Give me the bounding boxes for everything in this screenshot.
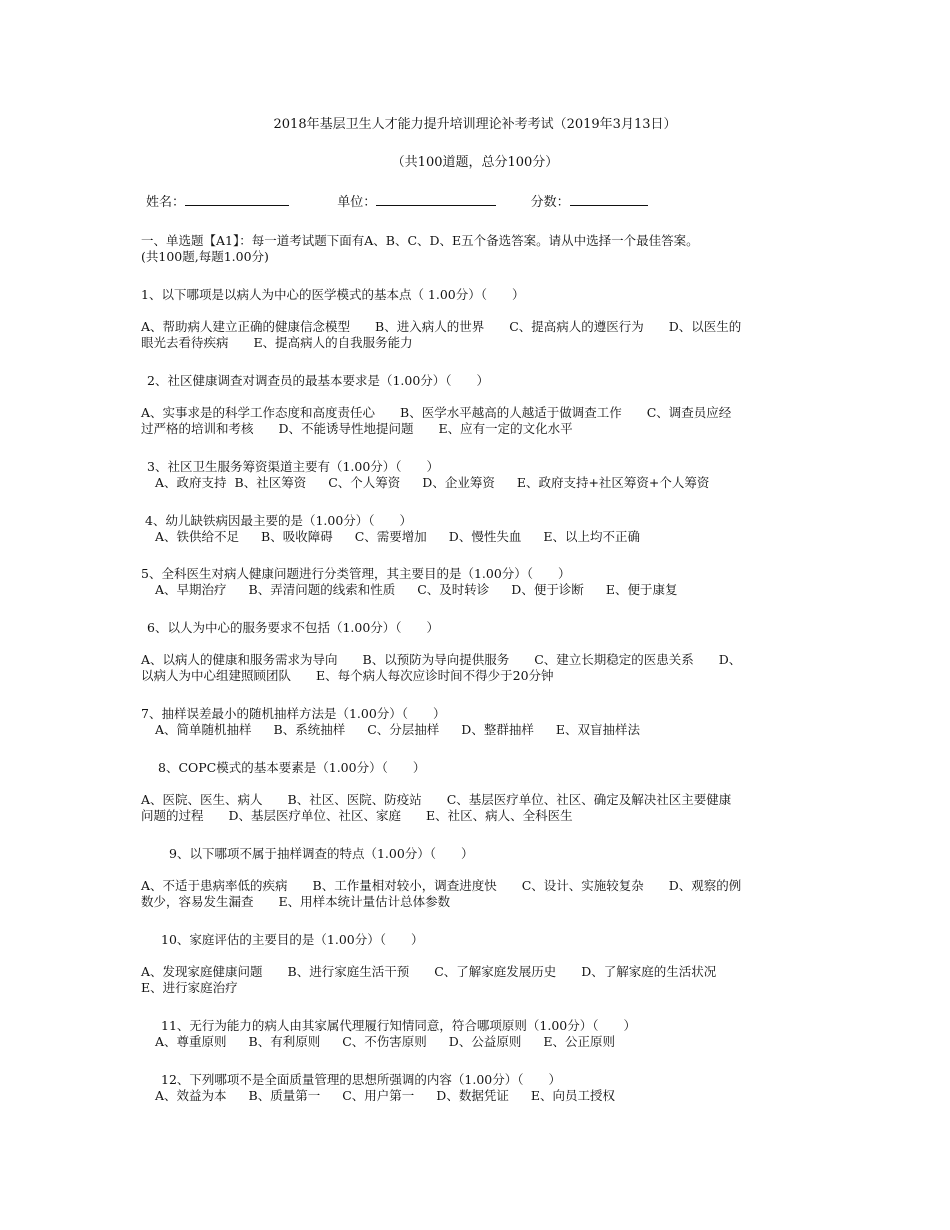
option-b[interactable]: B、有利原则 [248, 1034, 321, 1049]
question-2-options [141, 405, 811, 437]
option-line: A、实事求是的科学工作态度和高度责任心 B、医学水平越高的人越适于做调查工作 C、调查员应经 [141, 405, 732, 420]
option-c[interactable]: C、及时转诊 [417, 582, 490, 597]
name-blank[interactable] [185, 193, 289, 206]
score-blank[interactable] [570, 193, 648, 206]
question-9 [141, 846, 811, 910]
name-label: 姓名： [146, 195, 186, 210]
option-e[interactable]: E、公正原则 [543, 1034, 615, 1049]
section-count: (共100题,每题1.00分) [141, 249, 269, 264]
question-stem: 7、抽样误差最小的随机抽样方法是（1.00分）（ ） [141, 706, 446, 721]
option-c[interactable]: C、不伤害原则 [342, 1034, 427, 1049]
option-row [141, 1034, 811, 1050]
option-c[interactable]: C、个人筹资 [328, 475, 401, 490]
question-11 [141, 1018, 811, 1050]
option-a[interactable]: A、尊重原则 [155, 1034, 227, 1049]
question-stem: 9、以下哪项不属于抽样调查的特点（1.00分）（ ） [169, 846, 474, 861]
option-line: 以病人为中心组建照顾团队 E、每个病人每次应诊时间不得少于20分钟 [141, 668, 554, 683]
question-stem: 4、幼儿缺铁病因最主要的是（1.00分）（ ） [145, 513, 413, 528]
section-header [141, 233, 811, 265]
option-d[interactable]: D、数据凭证 [436, 1088, 509, 1103]
option-line: A、不适于患病率低的疾病 B、工作量相对较小，调查进度快 C、设计、实施较复杂 D、观察的例 [141, 878, 742, 893]
option-b[interactable]: B、吸收障碍 [261, 529, 333, 544]
question-stem: 3、社区卫生服务筹资渠道主要有（1.00分）（ ） [147, 459, 440, 474]
option-line: 数少，容易发生漏查 E、用样本统计量估计总体参数 [141, 894, 451, 909]
question-5 [141, 566, 811, 598]
option-line: 过严格的培训和考核 D、不能诱导性地提问题 E、应有一定的文化水平 [141, 421, 573, 436]
option-c[interactable]: C、用户第一 [342, 1088, 415, 1103]
option-a[interactable]: A、效益为本 [155, 1088, 227, 1103]
option-line: A、发现家庭健康问题 B、进行家庭生活干预 C、了解家庭发展历史 D、了解家庭的生活状况 [141, 964, 717, 979]
option-a[interactable]: A、铁供给不足 [155, 529, 240, 544]
question-7 [141, 706, 811, 738]
option-e[interactable]: E、政府支持+社区筹资+个人筹资 [516, 475, 710, 490]
question-stem: 12、下列哪项不是全面质量管理的思想所强调的内容（1.00分）（ ） [161, 1072, 561, 1087]
option-d[interactable]: D、整群抽样 [461, 722, 534, 737]
exam-title: 2018年基层卫生人才能力提升培训理论补考考试（2019年3月13日） [273, 117, 677, 132]
option-a[interactable]: A、简单随机抽样 [155, 722, 252, 737]
unit-label: 单位： [337, 195, 377, 210]
option-d[interactable]: D、企业筹资 [422, 475, 495, 490]
section-instruction: 一、单选题【A1】：每一道考试题下面有A、B、C、D、E五个备选答案。请从中选择一个最佳答案。 [141, 233, 699, 248]
question-stem: 8、COPC模式的基本要素是（1.00分）（ ） [158, 760, 426, 775]
option-d[interactable]: D、便于诊断 [511, 582, 584, 597]
question-stem: 5、全科医生对病人健康问题进行分类管理，其主要目的是（1.00分）（ ） [141, 566, 571, 581]
question-stem: 11、无行为能力的病人由其家属代理履行知情同意，符合哪项原则（1.00分）（ ） [161, 1018, 636, 1033]
exam-subtitle: （共100道题，总分100分） [391, 155, 559, 170]
question-4 [141, 513, 811, 545]
option-e[interactable]: E、便于康复 [605, 582, 678, 597]
option-b[interactable]: B、弄清问题的线索和性质 [248, 582, 396, 597]
question-3 [141, 459, 811, 491]
unit-blank[interactable] [376, 193, 496, 206]
option-e[interactable]: E、以上均不正确 [543, 529, 640, 544]
option-row [141, 1088, 811, 1104]
option-line: A、以病人的健康和服务需求为导向 B、以预防为导向提供服务 C、建立长期稳定的医患关系 D、 [141, 652, 742, 667]
option-e[interactable]: E、双盲抽样法 [555, 722, 640, 737]
question-stem: 6、以人为中心的服务要求不包括（1.00分）（ ） [147, 620, 440, 635]
option-row [141, 475, 811, 491]
option-b[interactable]: B、质量第一 [248, 1088, 321, 1103]
option-line: E、进行家庭治疗 [141, 980, 238, 995]
option-row [141, 529, 811, 545]
question-stem: 2、社区健康调查对调查员的最基本要求是（1.00分）（ ） [147, 373, 490, 388]
option-b[interactable]: B、社区筹资 [234, 475, 307, 490]
question-1 [141, 287, 811, 351]
question-6 [141, 620, 811, 684]
option-a[interactable]: A、政府支持 [155, 475, 227, 490]
question-8 [141, 760, 811, 824]
option-c[interactable]: C、需要增加 [354, 529, 427, 544]
option-b[interactable]: B、系统抽样 [273, 722, 346, 737]
question-stem: 10、家庭评估的主要目的是（1.00分）（ ） [161, 932, 424, 947]
option-row [141, 582, 811, 598]
option-e[interactable]: E、向员工授权 [530, 1088, 615, 1103]
option-a[interactable]: A、早期治疗 [155, 582, 227, 597]
option-c[interactable]: C、分层抽样 [367, 722, 440, 737]
option-line: A、帮助病人建立正确的健康信念模型 B、进入病人的世界 C、提高病人的遵医行为 D、以医生的 [141, 319, 742, 334]
question-2 [141, 373, 817, 389]
option-line: A、医院、医生、病人 B、社区、医院、防疫站 C、基层医疗单位、社区、确定及解决社区主要健康 [141, 792, 732, 807]
option-line: 问题的过程 D、基层医疗单位、社区、家庭 E、社区、病人、全科医生 [141, 808, 573, 823]
option-line: 眼光去看待疾病 E、提高病人的自我服务能力 [141, 335, 413, 350]
option-row [141, 722, 811, 738]
score-label: 分数： [530, 195, 570, 210]
question-12 [141, 1072, 811, 1104]
question-10 [141, 932, 811, 996]
question-stem: 1、以下哪项是以病人为中心的医学模式的基本点（ 1.00分）（ ） [141, 287, 525, 302]
candidate-info [146, 193, 648, 211]
option-d[interactable]: D、慢性失血 [448, 529, 522, 544]
option-d[interactable]: D、公益原则 [448, 1034, 522, 1049]
